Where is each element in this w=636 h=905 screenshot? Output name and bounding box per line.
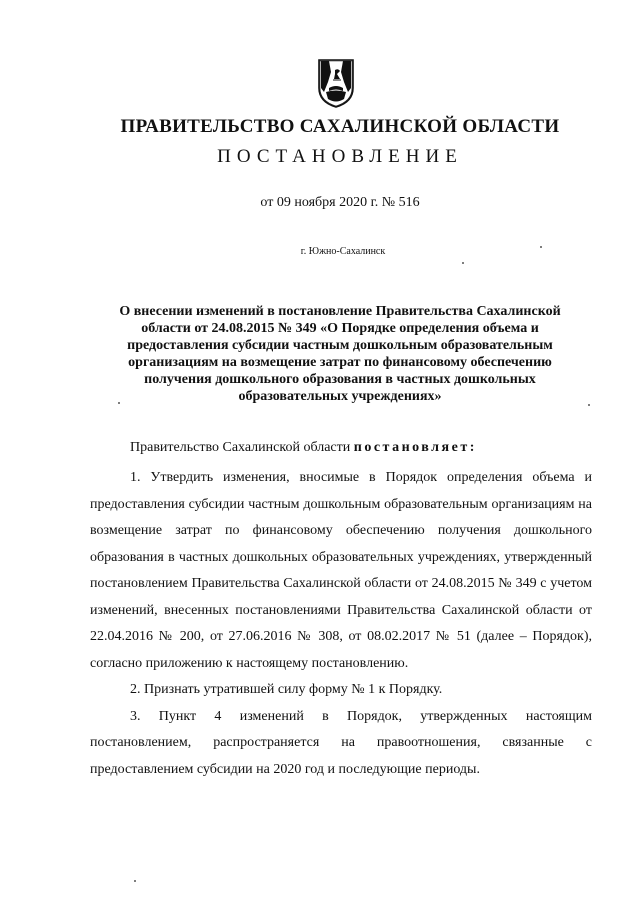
scan-speck <box>462 262 464 264</box>
scan-speck <box>134 880 136 882</box>
list-item: 3. Пункт 4 изменений в Порядок, утвержденных настоящим постановлением, распространяется на правоотношения, связанные с предоставлением субсидии на 2020 год и последующие периоды. <box>90 708 592 777</box>
sakhalin-coat-of-arms-icon <box>316 58 356 108</box>
organization-title: ПРАВИТЕЛЬСТВО САХАЛИНСКОЙ ОБЛАСТИ <box>120 116 560 137</box>
list-item: 1. Утвердить изменения, вносимые в Порядок определения объема и предоставления субсидии частным дошкольным образовательным организациям на возмещение затрат по финансовому обеспечению получения дошкольного образования в частных дошкольных образовательных учреждениях, утвержденный постановлением Правительства Сахалинской области от 24.08.2015 № 349 с учетом изменений, внесенных постановлениями Правительства Сахалинской области от 22.04.2016 № 200, от 27.06.2016 № 308, от 08.02.2017 № 51 (далее – Порядок), согласно приложению к настоящему постановлению. <box>90 470 592 671</box>
list-item: 2. Признать утратившей силу форму № 1 к Порядку. <box>130 682 443 697</box>
scan-speck <box>118 402 120 404</box>
document-body <box>90 465 592 783</box>
preamble <box>130 440 600 456</box>
preamble-lead: Правительство Сахалинской области <box>130 440 354 455</box>
document-type: ПОСТАНОВЛЕНИЕ <box>217 146 463 167</box>
document-date-number: от 09 ноября 2020 г. № 516 <box>260 195 420 210</box>
preamble-decree-word: постановляет: <box>353 440 477 455</box>
document-subject: О внесении изменений в постановление Правительства Сахалинской области от 24.08.2015 № 349 «О Порядке определения объема и предоставления субсидии частным дошкольным образовательным организациям на возмещение затрат по финансовому обеспечению получения дошкольного образования в частных дошкольных образовательных учреждениях» <box>119 304 561 404</box>
scan-speck <box>588 404 590 406</box>
scan-speck <box>540 246 542 248</box>
document-place: г. Южно-Сахалинск <box>300 246 386 257</box>
